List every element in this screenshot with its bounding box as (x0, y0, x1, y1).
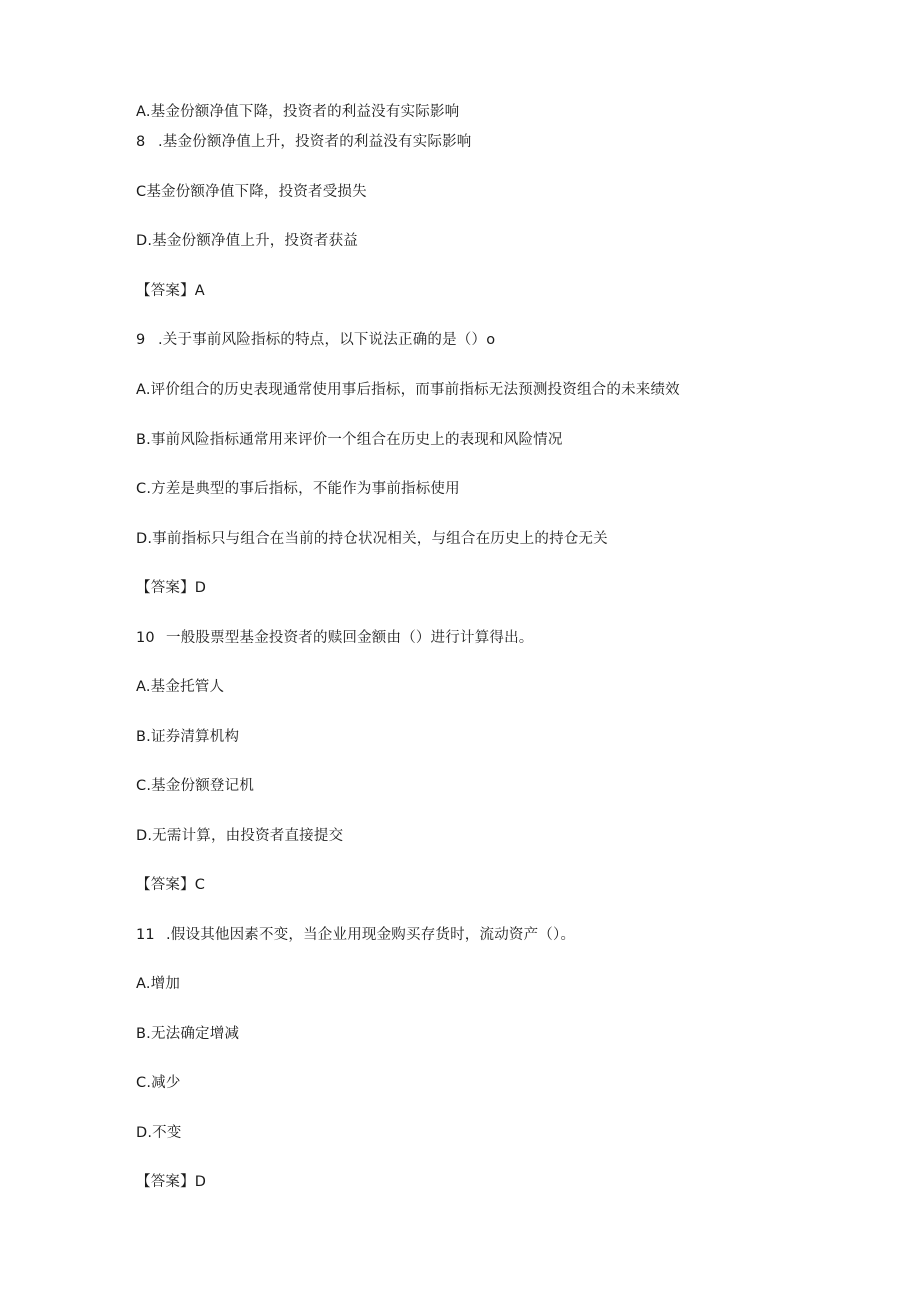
question-line: 11 .假设其他因素不变，当企业用现金购买存货时，流动资产（）。 (136, 927, 576, 943)
question-line: 9 .关于事前风险指标的特点，以下说法正确的是（）o (136, 332, 496, 348)
question-number: 10 (136, 630, 155, 646)
option-line: C.减少 (136, 1075, 181, 1091)
option-line: B.证券清算机构 (136, 729, 240, 745)
answer-line: 【答案】D (136, 1174, 207, 1190)
option-line: A.基金托管人 (136, 679, 225, 695)
answer-line: 【答案】C (136, 877, 206, 893)
option-line: A.增加 (136, 976, 181, 992)
option-line: D.无需计算，由投资者直接提交 (136, 828, 344, 844)
option-line: A.基金份额净值下降，投资者的利益没有实际影响 (136, 104, 460, 120)
option-line: B.事前风险指标通常用来评价一个组合在历史上的表现和风险情况 (136, 432, 563, 448)
option-line: C基金份额净值下降，投资者受损失 (136, 184, 367, 200)
answer-line: 【答案】A (136, 283, 205, 299)
question-line: 10 一般股票型基金投资者的赎回金额由（）进行计算得出。 (136, 630, 534, 646)
option-line: A.评价组合的历史表现通常使用事后指标，而事前指标无法预测投资组合的未来绩效 (136, 382, 680, 398)
option-line: D.不变 (136, 1125, 182, 1141)
question-number: 9 (136, 332, 146, 348)
option-line: D.事前指标只与组合在当前的持仓状况相关，与组合在历史上的持仓无关 (136, 531, 608, 547)
option-line: D.基金份额净值上升，投资者获益 (136, 233, 358, 249)
option-line: C.基金份额登记机 (136, 778, 255, 794)
question-number: 8 (136, 134, 146, 150)
option-line: B.无法确定增减 (136, 1026, 240, 1042)
question-line: 8 .基金份额净值上升，投资者的利益没有实际影响 (136, 134, 472, 150)
question-number: 11 (136, 927, 155, 943)
option-line: C.方差是典型的事后指标，不能作为事前指标使用 (136, 481, 460, 497)
answer-line: 【答案】D (136, 580, 207, 596)
